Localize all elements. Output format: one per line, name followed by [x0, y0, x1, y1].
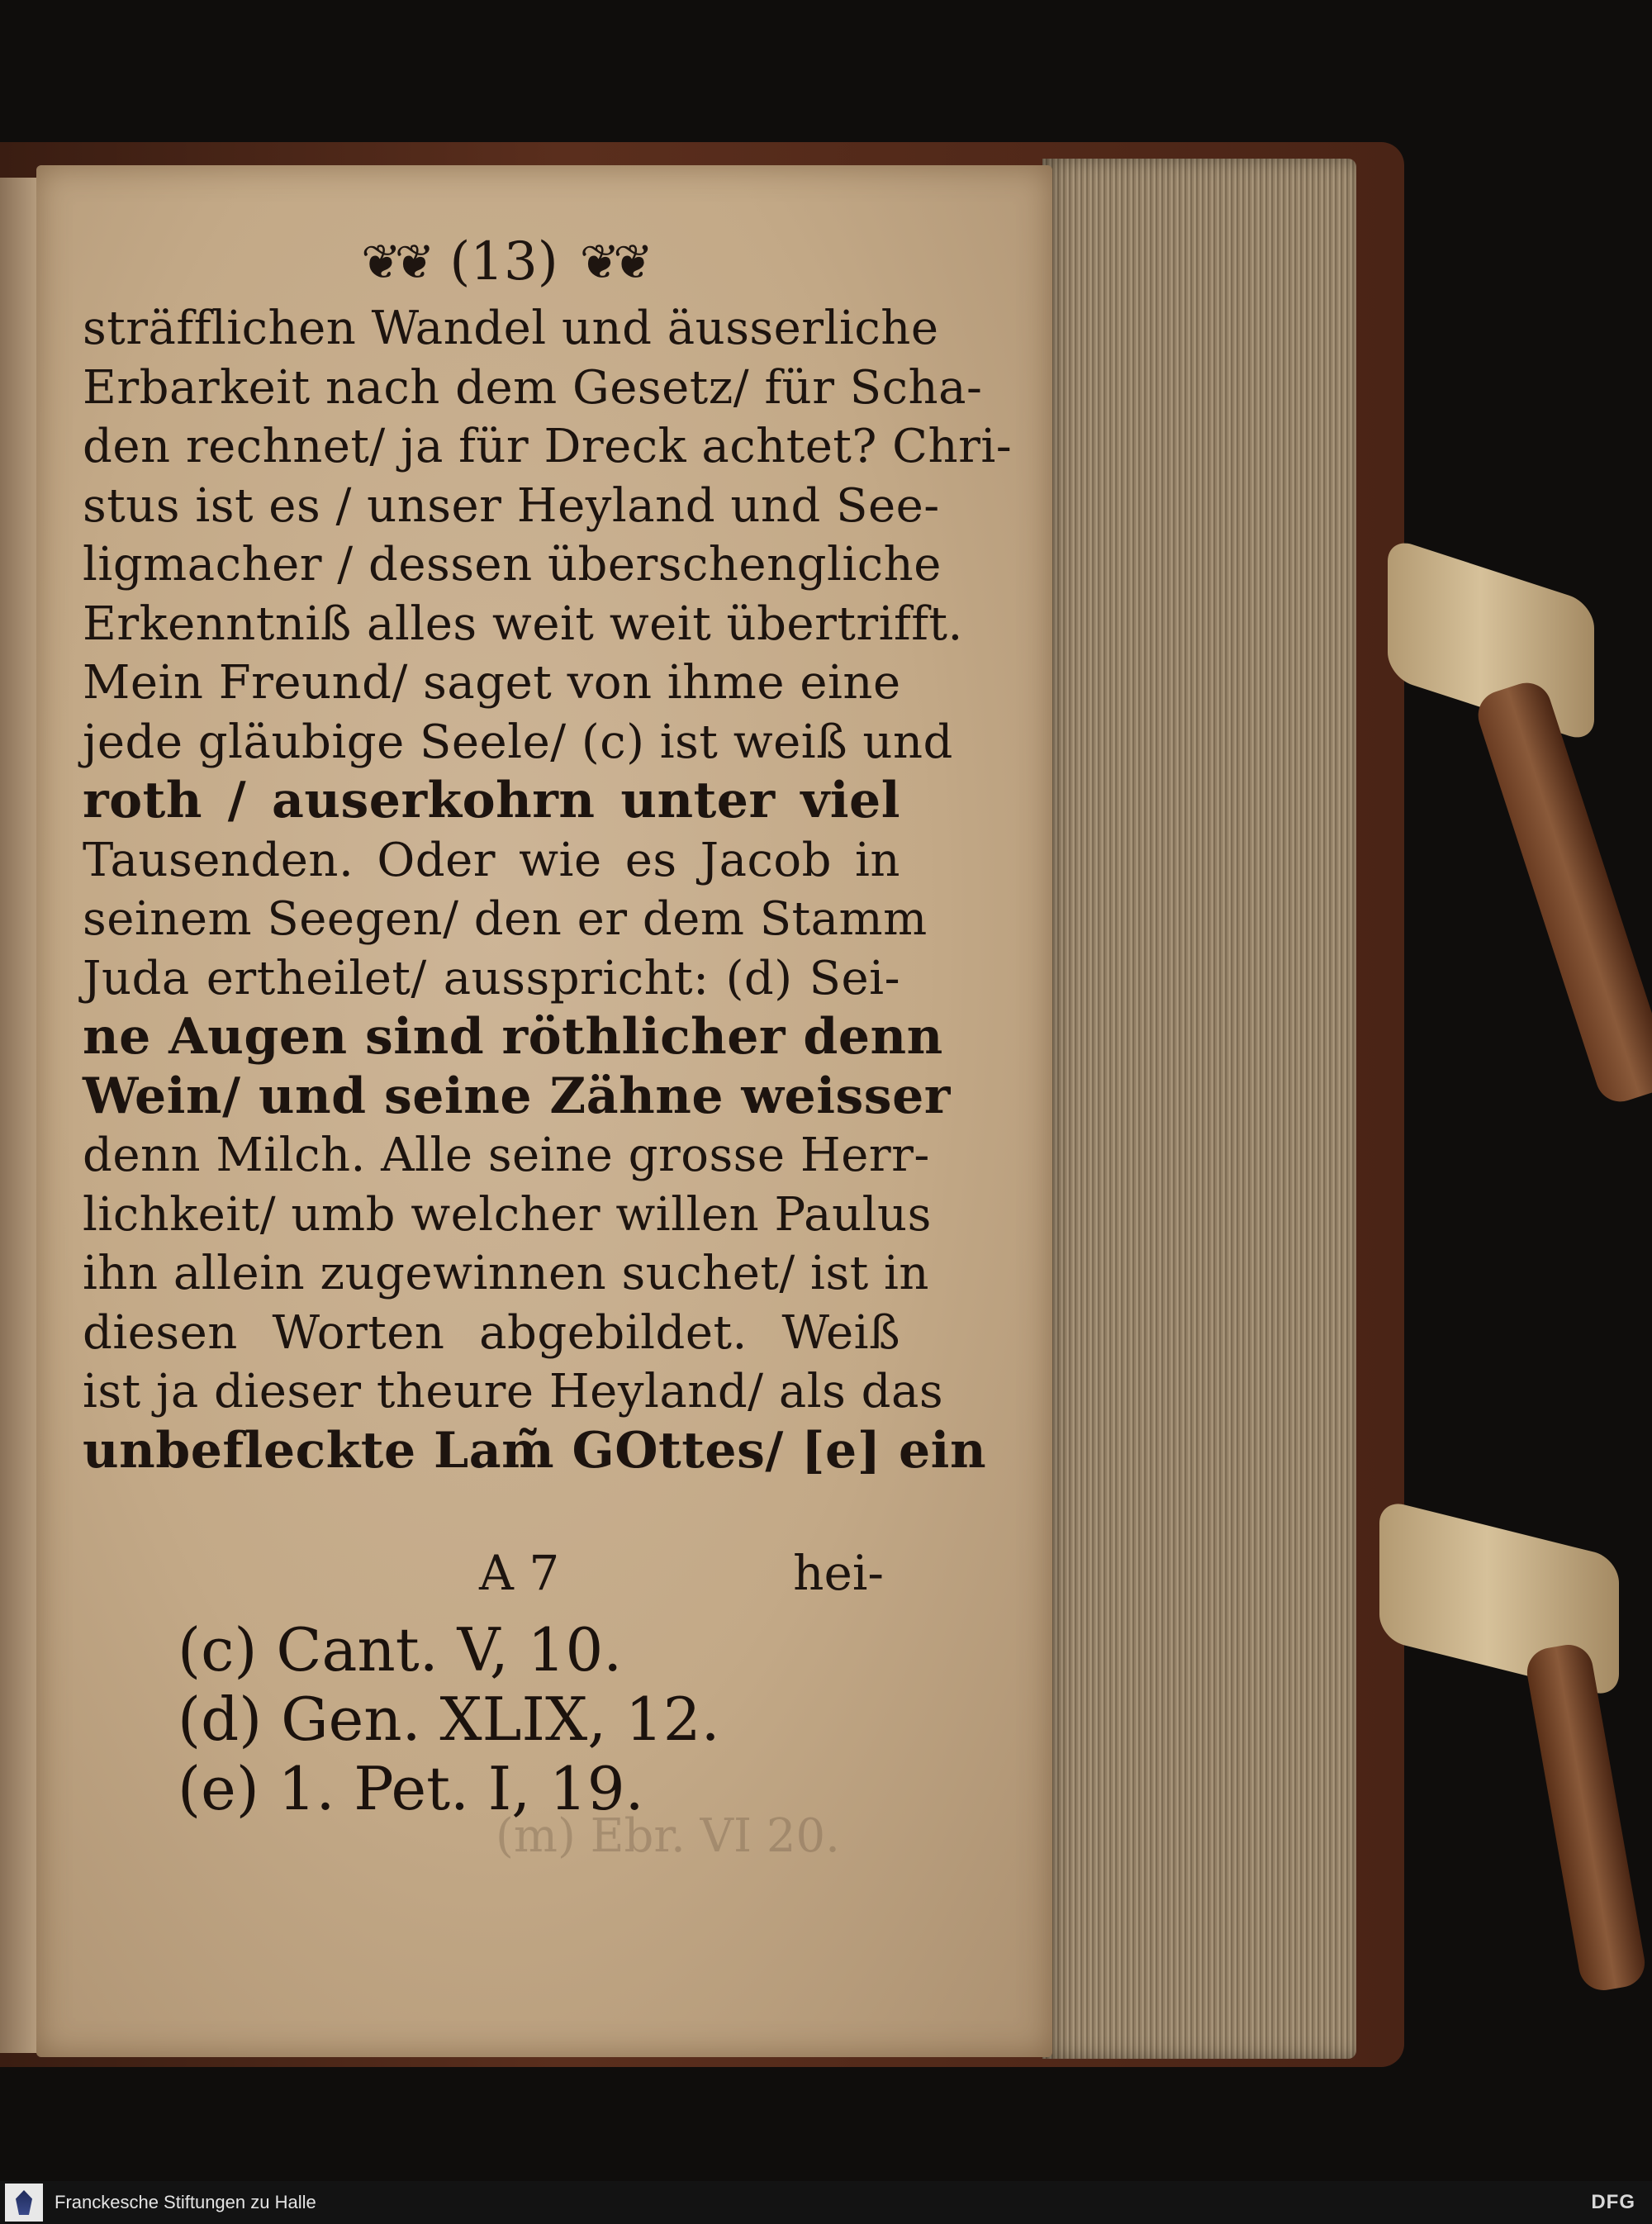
text-line: stus ist es / unser Heyland und See- [83, 478, 940, 533]
text-line: ligmacher / dessen überschengliche [83, 538, 942, 592]
text-line: ihn allein zugewinnen suchet/ ist in [83, 1247, 929, 1300]
page-number: (13) [449, 231, 558, 292]
catch-line [83, 1545, 900, 1611]
text-line: den rechnet/ ja für Dreck achtet? Chri- [83, 420, 1013, 473]
dfg-badge[interactable]: DFG [1591, 2191, 1635, 2213]
text-line: Tausenden. Oder wie es Jacob in [83, 833, 900, 887]
footnote: (d) Gen. XLIX, 12. [178, 1685, 720, 1754]
footnotes [178, 1615, 756, 1823]
text-line: jede gläubige Seele/ (c) ist weiß und [83, 715, 953, 769]
institution-logo-icon[interactable] [5, 2184, 43, 2222]
text-line: unbefleckte Lam̃ GOttes/ [e] ein [83, 1421, 987, 1480]
footnote: (e) 1. Pet. I, 19. [178, 1754, 644, 1823]
catchword: hei- [793, 1545, 884, 1601]
text-line: roth / auserkohrn unter viel [83, 772, 900, 829]
clasp-top [1472, 677, 1652, 1108]
text-line: Wein/ und seine Zähne weisser [83, 1067, 951, 1125]
text-line: ne Augen sind röthlicher denn [83, 1008, 943, 1066]
text-line: lichkeit/ umb welcher willen Paulus [83, 1187, 932, 1242]
text-line: denn Milch. Alle seine grosse Herr- [83, 1129, 930, 1182]
left-page-edge [0, 178, 40, 2053]
text-line: Juda ertheilet/ ausspricht: (d) Sei- [83, 951, 900, 1005]
text-line: diesen Worten abgebildet. Weiß [83, 1305, 900, 1360]
clasp-bottom [1523, 1641, 1649, 1994]
page-header [297, 225, 710, 299]
body-text [83, 299, 1013, 1480]
viewer-footer [0, 2181, 1652, 2224]
ornament-left-icon: ❦❦ [361, 234, 429, 290]
show-through-text: (m) Ebr. VI 20. [496, 1809, 840, 1863]
signature-mark: A 7 [479, 1545, 560, 1601]
text-line: Mein Freund/ saget von ihme eine [83, 656, 901, 710]
text-line: seinem Seegen/ den er dem Stamm [83, 892, 928, 946]
text-line: sträfflichen Wandel und äusserliche [83, 302, 939, 355]
text-line: Erbarkeit nach dem Gesetz/ für Scha- [83, 360, 983, 415]
institution-name[interactable]: Franckesche Stiftungen zu Halle [55, 2192, 316, 2212]
footnote: (c) Cant. V, 10. [178, 1615, 623, 1685]
text-line: Erkenntniß alles weit weit übertrifft. [83, 596, 963, 651]
text-line: ist ja dieser theure Heyland/ als das [83, 1365, 944, 1419]
page-edges [1042, 159, 1356, 2059]
ornament-right-icon: ❦❦ [579, 234, 647, 290]
